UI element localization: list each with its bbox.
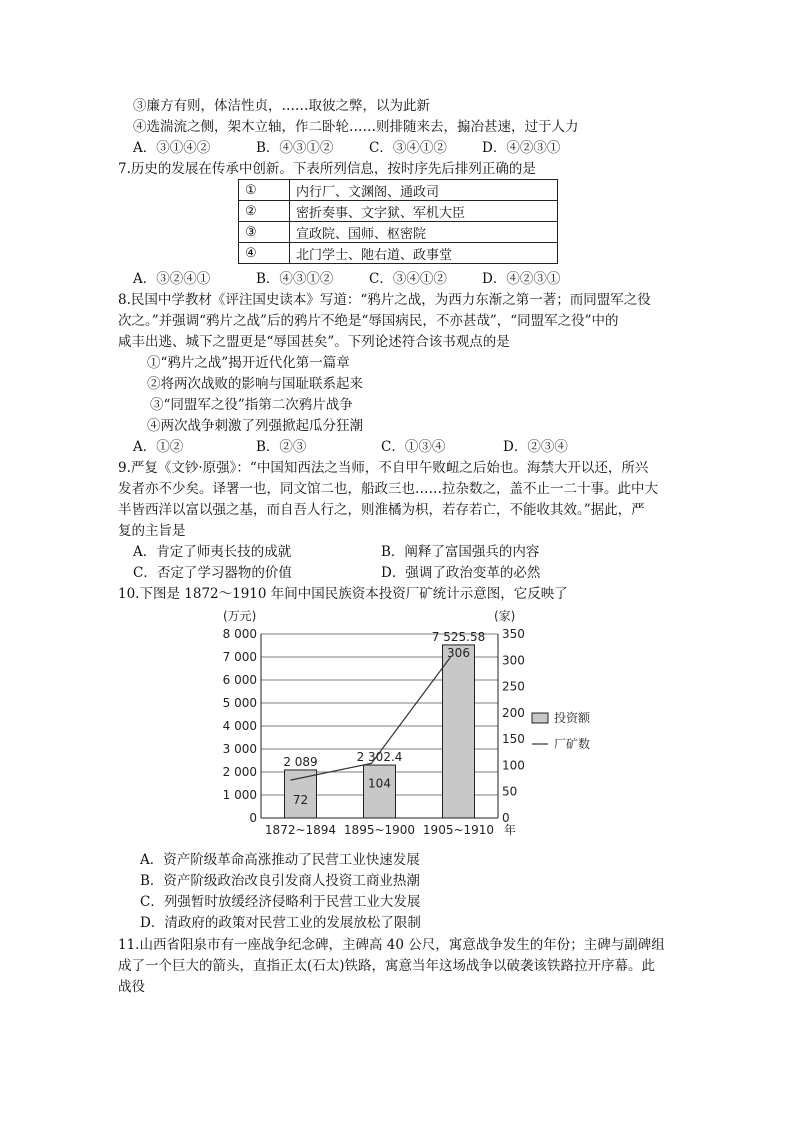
question-8-statement-2: ②将两次战败的影响与国耻联系起来 — [147, 376, 363, 392]
right-tick-label: 50 — [502, 784, 518, 799]
q10-answer-d: D．清政府的政策对民营工业的发展放松了限制 — [140, 915, 421, 931]
left-tick-label: 2 000 — [222, 765, 257, 779]
x-tick-label: 1872~1894 — [264, 823, 337, 837]
left-tick-label: 6 000 — [222, 673, 257, 687]
line-value-label: 72 — [292, 793, 309, 808]
question-9-line-4: 复的主旨是 — [118, 523, 186, 539]
chart-legend — [532, 710, 591, 751]
q8-answer-d: D．②③④ — [503, 439, 568, 455]
q7-answer-d: D．④②③① — [482, 271, 561, 287]
left-tick-label: 5 000 — [222, 696, 257, 710]
q9-answer-d: D．强调了政治变革的必然 — [381, 565, 541, 581]
table-cell-num: ① — [239, 180, 290, 201]
question-8-statement-1: ①“鸦片之战”揭开近代化第一篇章 — [147, 355, 350, 371]
question-9-line-2: 发者亦不少矣。译署一也，同文馆二也，船政三也……拉杂数之，盖不止一二十事。此中大 — [118, 481, 658, 497]
legend-label-factories: 厂矿数 — [554, 737, 591, 751]
question-9-line-1: 9.严复《文钞·原强》：“中国知西法之当师，不自甲午败衄之后始也。海禁大开以还，所兴 — [118, 460, 649, 476]
left-tick-label: 4 000 — [222, 719, 257, 733]
question-8-line-2: 次之。”并强调“鸦片之战”后的鸦片不绝是“辱国病民，不亦甚哉”，“同盟军之役”中的 — [118, 313, 619, 329]
investment-chart — [214, 604, 614, 842]
bar-value-label: 2 302.4 — [356, 750, 403, 765]
chart-bars — [285, 645, 475, 818]
question-9-line-3: 半皆西洋以富以强之基，而自吾人行之，则淮橘为枳，若存若亡，不能收其效。”据此，严 — [118, 502, 645, 518]
q8-answer-b: B．②③ — [256, 439, 307, 455]
q7-answer-b: B．④③①② — [256, 271, 334, 287]
right-tick-label: 150 — [502, 732, 525, 747]
table-row — [239, 201, 558, 222]
left-tick-label: 7 000 — [222, 650, 257, 664]
question-7-table — [238, 179, 558, 264]
q10-answer-b: B．资产阶级政治改良引发商人投资工商业热潮 — [140, 873, 420, 889]
table-cell-text: 宣政院、国师、枢密院 — [290, 222, 558, 243]
table-cell-num: ② — [239, 201, 290, 222]
answer-b: B．④③①② — [256, 140, 334, 156]
q10-answer-c: C．列强暂时放缓经济侵略利于民营工业大发展 — [140, 894, 421, 910]
right-tick-label: 200 — [502, 705, 525, 720]
bar-investment — [443, 645, 475, 818]
line-value-label: 104 — [368, 776, 391, 791]
line-value-label: 306 — [447, 646, 470, 661]
q9-answer-b: B．阐释了富国强兵的内容 — [381, 544, 540, 560]
legend-label-investment: 投资额 — [554, 711, 591, 725]
left-tick-label: 3 000 — [222, 742, 257, 756]
bar-value-label: 7 525.58 — [431, 629, 486, 644]
table-row — [239, 243, 558, 264]
q9-answer-a: A．肯定了师夷长技的成就 — [133, 544, 292, 560]
x-unit-label: 年 — [504, 823, 517, 837]
bar-investment — [364, 765, 396, 818]
question-11-line-2: 成了一个巨大的箭头，直指正太(石太)铁路，寓意当年这场战争以破袭该铁路拉开序幕。此 — [118, 958, 656, 974]
option-line-4: ④选湍流之侧，架木立轴，作二卧轮……则排随来去，搧冶甚速，过于人力 — [133, 119, 579, 135]
question-7: 7.历史的发展在传承中创新。下表所列信息，按时序先后排列正确的是 — [118, 161, 536, 177]
question-8-line-1: 8.民国中学教材《评注国史读本》写道：“鸦片之战，为西力东渐之第一著；而同盟军之役 — [118, 292, 651, 308]
q7-answer-c: C．③④①② — [369, 271, 447, 287]
bar-value-label: 2 089 — [283, 754, 318, 769]
table-row — [239, 222, 558, 243]
table-cell-num: ④ — [239, 243, 290, 264]
left-tick-label: 0 — [249, 811, 257, 825]
right-tick-label: 300 — [502, 653, 525, 668]
table-cell-num: ③ — [239, 222, 290, 243]
table-cell-text: 北门学士、阤右道、政事堂 — [290, 243, 558, 264]
left-tick-label: 1 000 — [222, 788, 257, 802]
question-8-statement-4: ④两次战争刺激了列强掀起瓜分狂潮 — [147, 418, 363, 434]
answer-a: A．③①④② — [133, 140, 211, 156]
left-unit-label: (万元) — [223, 609, 257, 623]
x-tick-label: 1895~1900 — [343, 823, 416, 837]
table-cell-text: 密折奏事、文字狱、军机大臣 — [290, 201, 558, 222]
left-tick-label: 8 000 — [222, 627, 257, 641]
right-tick-label: 350 — [502, 627, 525, 641]
right-tick-label: 100 — [502, 758, 525, 773]
right-tick-label: 0 — [502, 811, 510, 825]
answer-c: C．③④①② — [369, 140, 447, 156]
q8-answer-c: C．①③④ — [381, 439, 446, 455]
x-tick-label: 1905~1910 — [422, 823, 495, 837]
q8-answer-a: A．①② — [133, 439, 184, 455]
question-11-line-1: 11.山西省阳泉市有一座战争纪念碑，主碑高 40 公尺，寓意战争发生的年份；主碑与副碑组 — [118, 937, 665, 953]
legend-swatch-bar — [532, 713, 548, 723]
q10-answer-a: A．资产阶级革命高涨推动了民营工业快速发展 — [140, 852, 420, 868]
question-11-line-3: 战役 — [118, 979, 145, 995]
q7-answer-a: A．③②④① — [133, 271, 211, 287]
q9-answer-c: C．否定了学习器物的价值 — [133, 565, 292, 581]
question-8-line-3: 咸丰出逃、城下之盟更是“辱国甚矣”。下列论述符合该书观点的是 — [118, 334, 510, 350]
table-row — [239, 180, 558, 201]
right-tick-label: 250 — [502, 679, 525, 694]
table-cell-text: 内行厂、文渊阁、通政司 — [290, 180, 558, 201]
option-line-3: ③廉方有则，体洁性贞，……取彼之弊，以为此新 — [133, 98, 430, 114]
right-unit-label: (家) — [494, 609, 516, 623]
question-10: 10.下图是 1872～1910 年间中国民族资本投资厂矿统计示意图，它反映了 — [118, 586, 568, 602]
answer-d: D．④②③① — [482, 140, 561, 156]
question-8-statement-3: ③“同盟军之役”指第二次鸦片战争 — [150, 397, 353, 413]
